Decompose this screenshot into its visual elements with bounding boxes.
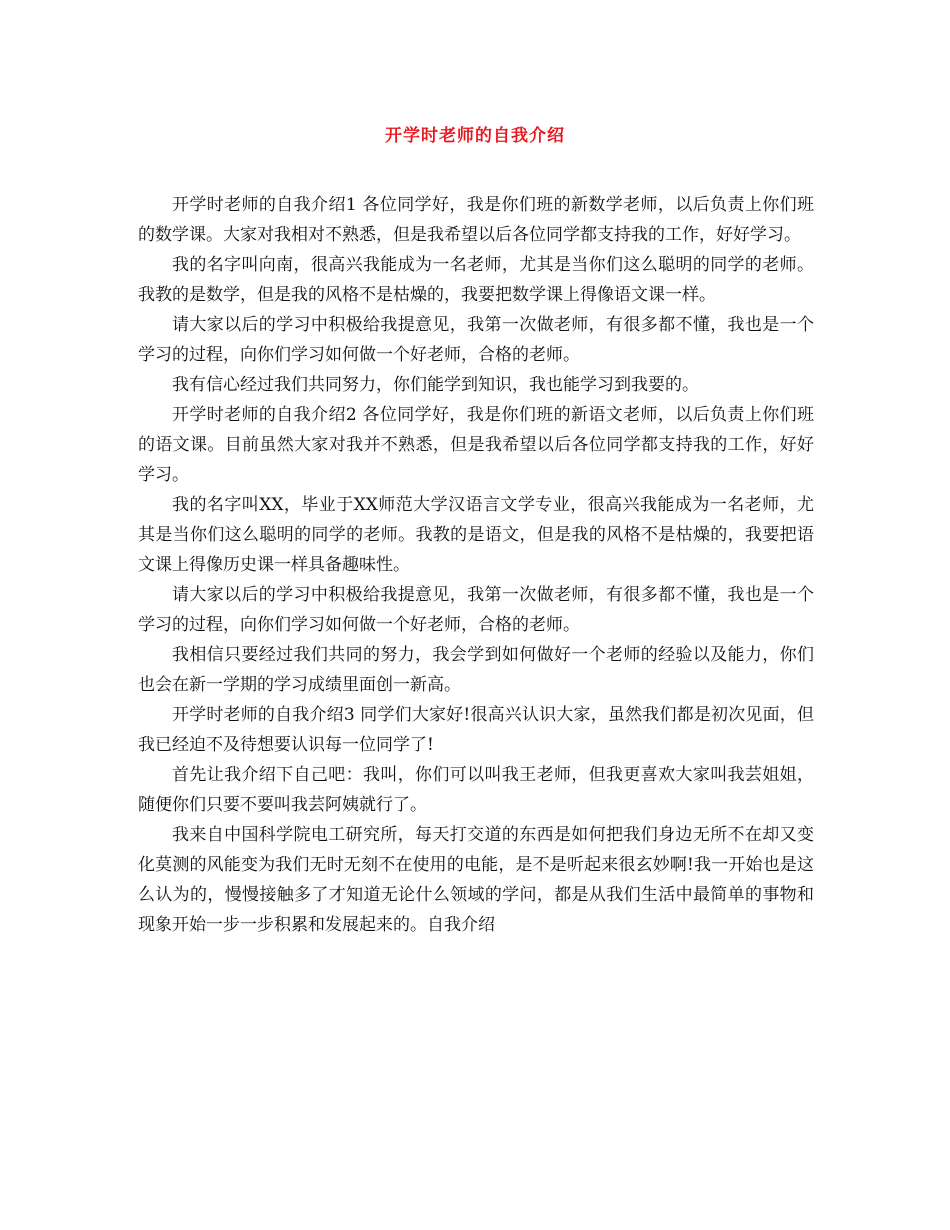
document-body bbox=[138, 190, 814, 940]
paragraph-5: 开学时老师的自我介绍2 各位同学好，我是你们班的新语文老师，以后负责上你们班的语文课。目前虽然大家对我并不熟悉，但是我希望以后各位同学都支持我的工作，好好学习。 bbox=[138, 405, 814, 485]
paragraph-7: 请大家以后的学习中积极给我提意见，我第一次做老师，有很多都不懂，我也是一个学习的过程，向你们学习如何做一个好老师，合格的老师。 bbox=[138, 585, 814, 635]
paragraph-3: 请大家以后的学习中积极给我提意见，我第一次做老师，有很多都不懂，我也是一个学习的过程，向你们学习如何做一个好老师，合格的老师。 bbox=[138, 315, 814, 365]
paragraph-2: 我的名字叫向南，很高兴我能成为一名老师，尤其是当你们这么聪明的同学的老师。我教的是数学，但是我的风格不是枯燥的，我要把数学课上得像语文课一样。 bbox=[138, 255, 814, 305]
paragraph-1: 开学时老师的自我介绍1 各位同学好，我是你们班的新数学老师，以后负责上你们班的数学课。大家对我相对不熟悉，但是我希望以后各位同学都支持我的工作，好好学习。 bbox=[138, 195, 814, 245]
paragraph-8: 我相信只要经过我们共同的努力，我会学到如何做好一个老师的经验以及能力，你们也会在新一学期的学习成绩里面创一新高。 bbox=[138, 645, 814, 695]
document-title: 开学时老师的自我介绍 bbox=[385, 126, 565, 146]
paragraph-11: 我来自中国科学院电工研究所，每天打交道的东西是如何把我们身边无所不在却又变化莫测的风能变为我们无时无刻不在使用的电能，是不是听起来很玄妙啊!我一开始也是这么认为的，慢慢接触多了才知道无论什么领域的学问，都是从我们生活中最简单的事物和现象开始一步一步积累和发展起来的。自我介绍 bbox=[138, 825, 814, 935]
paragraph-6: 我的名字叫XX，毕业于XX师范大学汉语言文学专业，很高兴我能成为一名老师，尤其是当你们这么聪明的同学的老师。我教的是语文，但是我的风格不是枯燥的，我要把语文课上得像历史课一样具备趣味性。 bbox=[138, 495, 814, 575]
paragraph-4: 我有信心经过我们共同努力，你们能学到知识，我也能学习到我要的。 bbox=[172, 375, 699, 395]
paragraph-10: 首先让我介绍下自己吧：我叫，你们可以叫我王老师，但我更喜欢大家叫我芸姐姐，随便你们只要不要叫我芸阿姨就行了。 bbox=[138, 765, 814, 815]
paragraph-9: 开学时老师的自我介绍3 同学们大家好!很高兴认识大家，虽然我们都是初次见面，但我已经迫不及待想要认识每一位同学了! bbox=[138, 705, 814, 755]
